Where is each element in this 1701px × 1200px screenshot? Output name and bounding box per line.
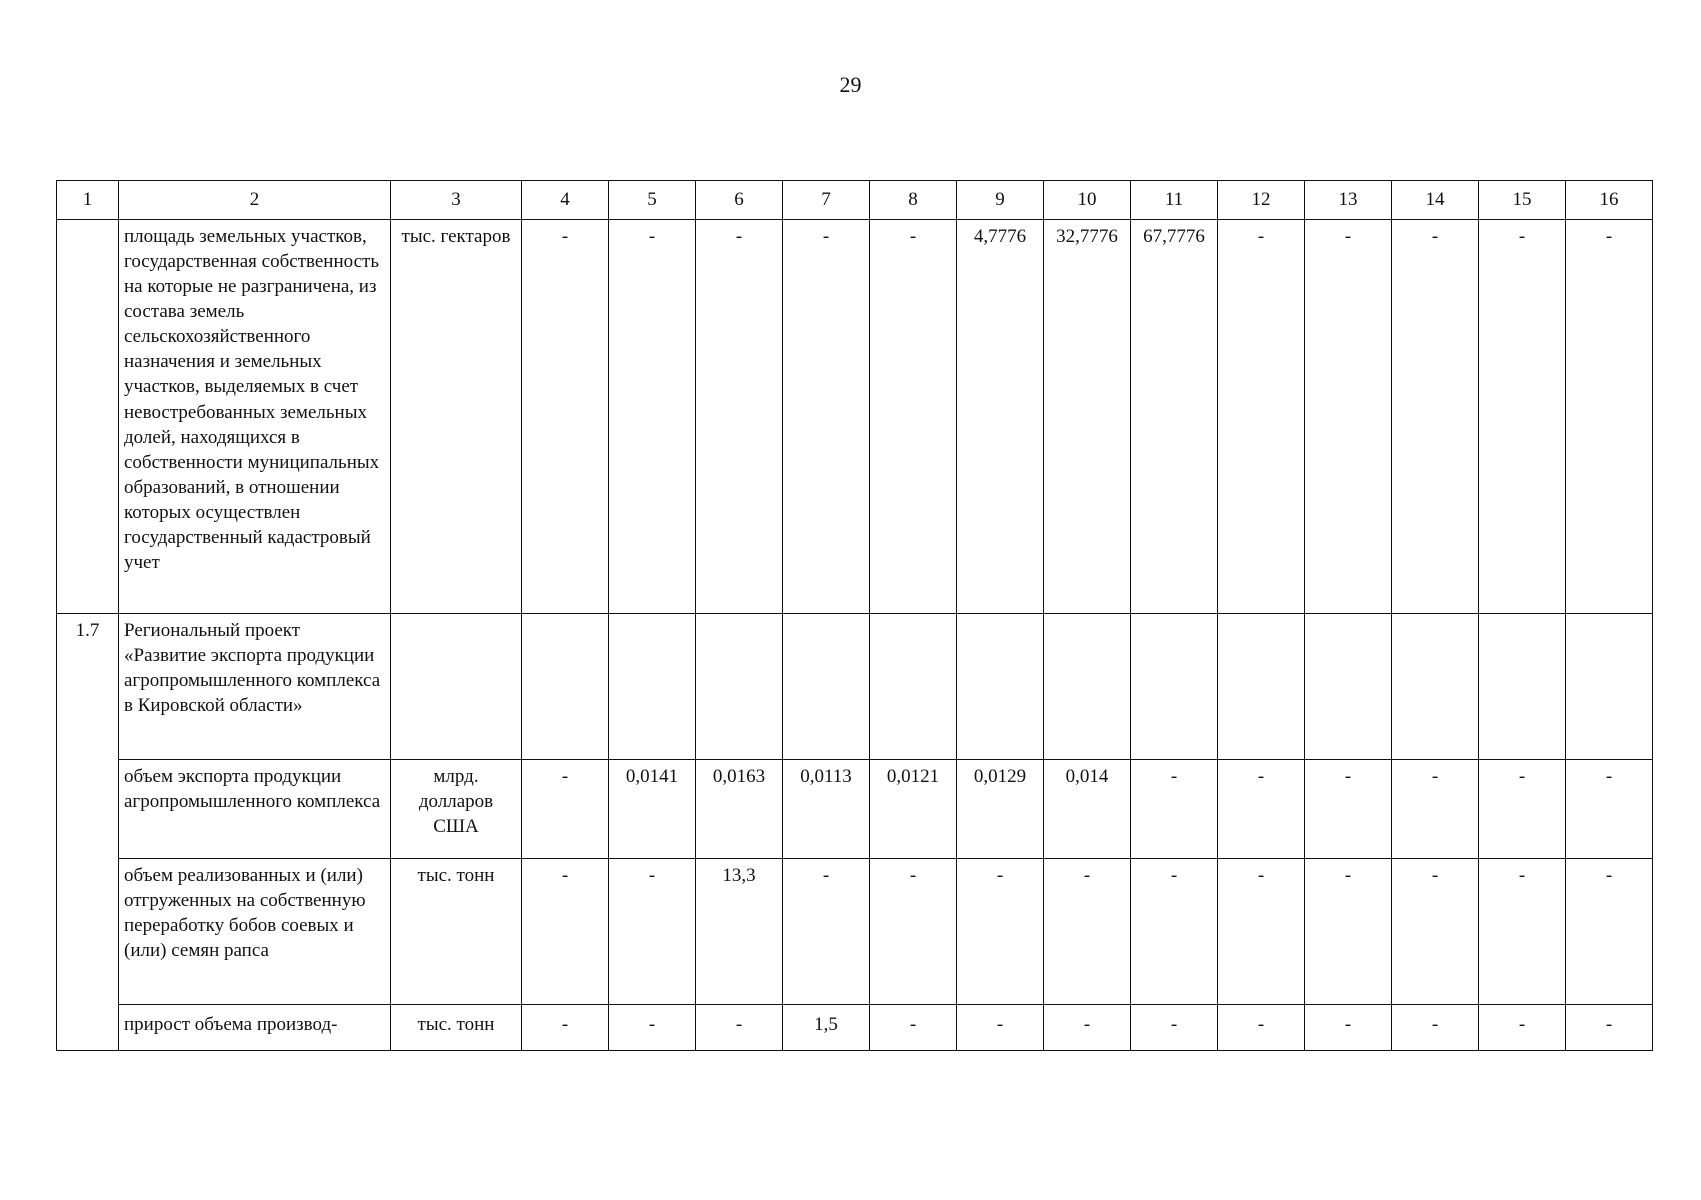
value-cell: 0,0141 bbox=[609, 760, 696, 859]
value-cell: - bbox=[1566, 760, 1653, 859]
value-cell: - bbox=[1218, 859, 1305, 1005]
value-cell bbox=[1479, 614, 1566, 760]
value-cell: - bbox=[609, 1005, 696, 1051]
header-cell: 1 bbox=[57, 181, 119, 220]
value-cell: - bbox=[609, 859, 696, 1005]
header-cell: 9 bbox=[957, 181, 1044, 220]
value-cell: - bbox=[1479, 859, 1566, 1005]
row-number: 1.7 bbox=[57, 614, 119, 1051]
header-cell: 4 bbox=[522, 181, 609, 220]
value-cell: - bbox=[1392, 859, 1479, 1005]
value-cell: - bbox=[522, 760, 609, 859]
header-cell: 6 bbox=[696, 181, 783, 220]
header-cell: 3 bbox=[391, 181, 522, 220]
value-cell: - bbox=[1044, 859, 1131, 1005]
unit: млрд. долларов США bbox=[391, 760, 522, 859]
value-cell bbox=[1044, 614, 1131, 760]
header-cell: 11 bbox=[1131, 181, 1218, 220]
value-cell: 67,7776 bbox=[1131, 220, 1218, 614]
value-cell: 13,3 bbox=[696, 859, 783, 1005]
value-cell: - bbox=[1131, 1005, 1218, 1051]
value-cell: - bbox=[957, 1005, 1044, 1051]
table-row bbox=[57, 760, 1653, 859]
value-cell: 0,0121 bbox=[870, 760, 957, 859]
header-cell: 8 bbox=[870, 181, 957, 220]
value-cell: - bbox=[1479, 760, 1566, 859]
value-cell: - bbox=[1566, 859, 1653, 1005]
value-cell bbox=[696, 614, 783, 760]
header-cell: 14 bbox=[1392, 181, 1479, 220]
header-cell: 7 bbox=[783, 181, 870, 220]
unit: тыс. тонн bbox=[391, 1005, 522, 1051]
value-cell bbox=[609, 614, 696, 760]
header-cell: 5 bbox=[609, 181, 696, 220]
value-cell bbox=[957, 614, 1044, 760]
indicator-name: прирост объема производ- bbox=[119, 1005, 391, 1051]
value-cell: - bbox=[522, 220, 609, 614]
header-cell: 13 bbox=[1305, 181, 1392, 220]
value-cell: - bbox=[696, 1005, 783, 1051]
value-cell bbox=[783, 614, 870, 760]
value-cell: 0,0163 bbox=[696, 760, 783, 859]
value-cell: - bbox=[1131, 760, 1218, 859]
value-cell: 1,5 bbox=[783, 1005, 870, 1051]
value-cell: - bbox=[957, 859, 1044, 1005]
table-row bbox=[57, 614, 1653, 760]
value-cell bbox=[1131, 614, 1218, 760]
header-cell: 2 bbox=[119, 181, 391, 220]
value-cell bbox=[1305, 614, 1392, 760]
value-cell: 0,0129 bbox=[957, 760, 1044, 859]
header-row bbox=[57, 181, 1653, 220]
indicator-name: объем реализованных и (или) отгруженных на собственную переработку бобов соевых и (или) семян рапса bbox=[119, 859, 391, 1005]
value-cell: - bbox=[870, 220, 957, 614]
indicator-name: Региональный проект «Развитие экспорта продукции агропромышленного комплекса в Кировской области» bbox=[119, 614, 391, 760]
indicator-name: объем экспорта продукции агропромышленного комплекса bbox=[119, 760, 391, 859]
table-row bbox=[57, 220, 1653, 614]
value-cell: - bbox=[1305, 220, 1392, 614]
value-cell bbox=[870, 614, 957, 760]
value-cell: 0,0113 bbox=[783, 760, 870, 859]
value-cell: - bbox=[1044, 1005, 1131, 1051]
value-cell bbox=[1566, 614, 1653, 760]
value-cell: - bbox=[1479, 1005, 1566, 1051]
unit: тыс. гектаров bbox=[391, 220, 522, 614]
value-cell bbox=[522, 614, 609, 760]
table-row bbox=[57, 1005, 1653, 1051]
value-cell: - bbox=[1218, 760, 1305, 859]
value-cell: - bbox=[696, 220, 783, 614]
value-cell: - bbox=[1131, 859, 1218, 1005]
table-row bbox=[57, 859, 1653, 1005]
row-number bbox=[57, 220, 119, 614]
header-cell: 16 bbox=[1566, 181, 1653, 220]
value-cell: - bbox=[1218, 220, 1305, 614]
header-cell: 15 bbox=[1479, 181, 1566, 220]
value-cell: - bbox=[1392, 760, 1479, 859]
value-cell: - bbox=[783, 220, 870, 614]
value-cell: - bbox=[522, 1005, 609, 1051]
value-cell: - bbox=[783, 859, 870, 1005]
value-cell: - bbox=[1218, 1005, 1305, 1051]
value-cell: - bbox=[522, 859, 609, 1005]
value-cell: - bbox=[1392, 220, 1479, 614]
unit: тыс. тонн bbox=[391, 859, 522, 1005]
value-cell bbox=[1392, 614, 1479, 760]
value-cell: - bbox=[870, 859, 957, 1005]
page-number: 29 bbox=[839, 72, 862, 97]
value-cell: - bbox=[1305, 1005, 1392, 1051]
value-cell: - bbox=[870, 1005, 957, 1051]
value-cell: 0,014 bbox=[1044, 760, 1131, 859]
value-cell: - bbox=[1566, 220, 1653, 614]
header-cell: 12 bbox=[1218, 181, 1305, 220]
indicators-table bbox=[56, 180, 1653, 1051]
indicator-name: площадь земельных участков, государственная собственность на которые не разграничена, из состава земель сельскохозяйственного назначения и земельных участков, выделяемых в счет невостребованных земельных долей, находящихся в собственности муниципальных образований, в отношении которых осуществлен государственный кадастровый учет bbox=[119, 220, 391, 614]
unit bbox=[391, 614, 522, 760]
value-cell: 32,7776 bbox=[1044, 220, 1131, 614]
value-cell: 4,7776 bbox=[957, 220, 1044, 614]
value-cell: - bbox=[1305, 859, 1392, 1005]
header-cell: 10 bbox=[1044, 181, 1131, 220]
value-cell: - bbox=[1566, 1005, 1653, 1051]
value-cell: - bbox=[1305, 760, 1392, 859]
value-cell bbox=[1218, 614, 1305, 760]
value-cell: - bbox=[1479, 220, 1566, 614]
value-cell: - bbox=[609, 220, 696, 614]
value-cell: - bbox=[1392, 1005, 1479, 1051]
